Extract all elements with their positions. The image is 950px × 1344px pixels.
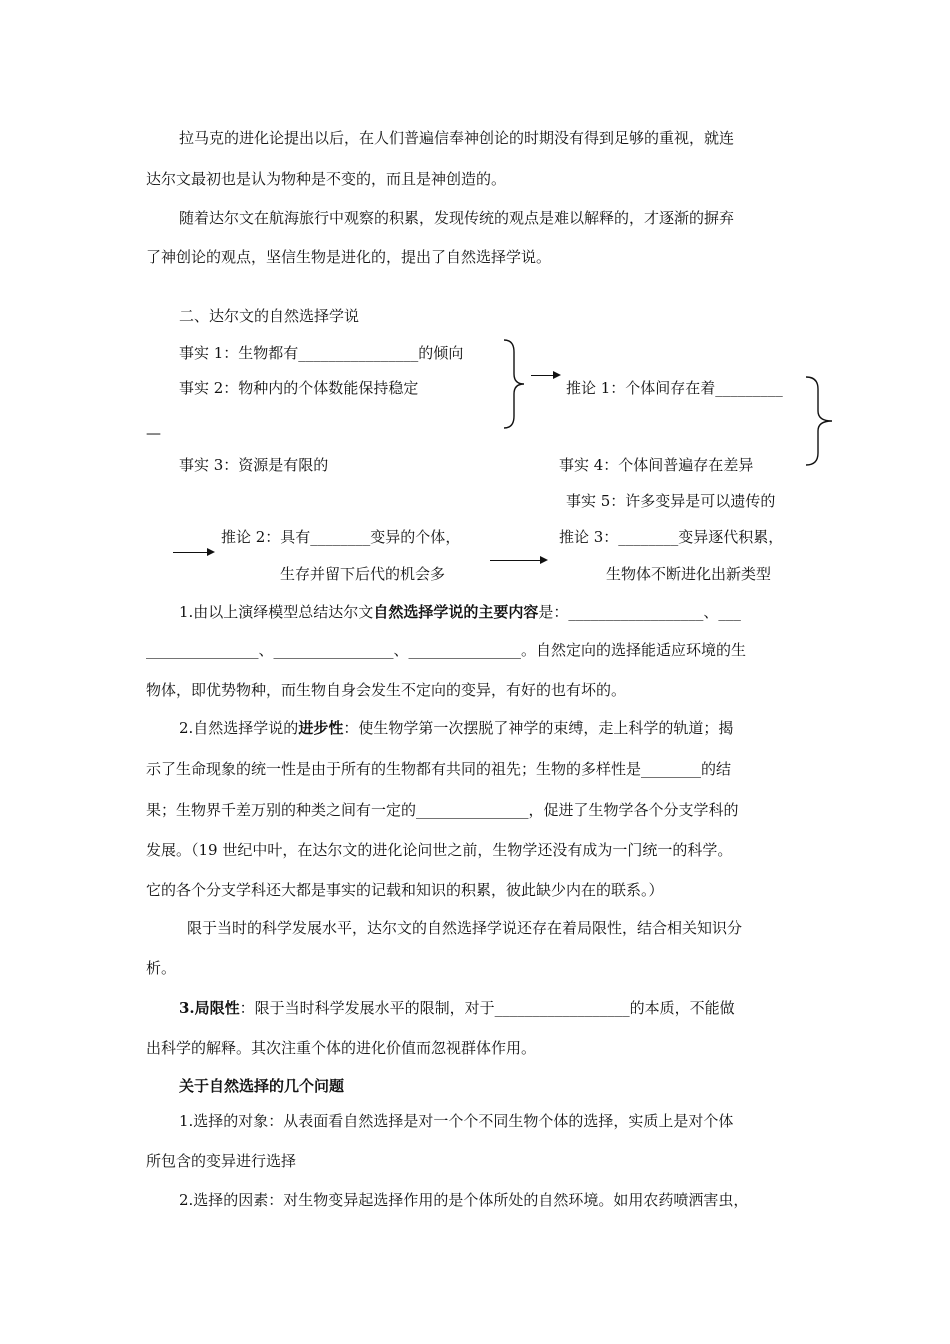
limitation-intro-line-1: 限于当时的科学发展水平，达尔文的自然选择学说还存在着局限性，结合相关知识分: [187, 919, 743, 937]
arrow-right-icon: [490, 560, 546, 561]
section-heading: 二、达尔文的自然选择学说: [179, 307, 360, 325]
question-2-line-4: 发展。（19 世纪中叶，在达尔文的进化论问世之前，生物学还没有成为一门统一的科学。: [146, 841, 733, 859]
question-2-bold-term: 进步性: [298, 719, 344, 737]
intro-paragraph-2-line-1: 随着达尔文在航海旅行中观察的积累，发现传统的观点是难以解释的，才逐渐的摒弃: [179, 209, 735, 227]
question-3-suffix: ：限于当时科学发展水平的限制，对于__________________的本质，不能做: [239, 999, 735, 1017]
fact-2: 事实 2：物种内的个体数能保持稳定: [179, 379, 419, 397]
question-2-line-2: 示了生命现象的统一性是由于所有的生物都有共同的祖先；生物的多样性是________的结: [146, 760, 732, 778]
dash-continuation: —: [146, 424, 161, 442]
inference-2-line-1: 推论 2：具有________变异的个体，: [221, 528, 461, 546]
issues-heading: 关于自然选择的几个问题: [179, 1077, 345, 1095]
question-3-line-2: 出科学的解释。其次注重个体的进化价值而忽视群体作用。: [146, 1039, 537, 1057]
question-2-line-1: [179, 718, 733, 738]
question-1-line-1: [179, 602, 741, 622]
question-2-suffix: ：使生物学第一次摆脱了神学的束缚，走上科学的轨道；揭: [343, 719, 734, 737]
limitation-intro-line-2: 析。: [146, 959, 177, 977]
arrow-right-icon: [531, 375, 559, 376]
intro-paragraph-2-line-2: 了神创论的观点，坚信生物是进化的，提出了自然选择学说。: [146, 248, 552, 266]
question-2-line-3: 果；生物界千差万别的种类之间有一定的_______________，促进了生物学各个分支学科的: [146, 801, 739, 819]
inference-1: 推论 1：个体间存在着_________: [566, 379, 783, 397]
inference-3-line-2: 生物体不断进化出新类型: [606, 565, 772, 583]
inference-3-line-1: 推论 3：________变异逐代积累，: [559, 528, 784, 546]
question-2-line-5: 它的各个分支学科还大都是事实的记载和知识的积累，彼此缺少内在的联系。）: [146, 881, 664, 899]
fact-5: 事实 5：许多变异是可以遗传的: [566, 492, 776, 510]
question-1-bold-term: 自然选择学说的主要内容: [373, 603, 539, 621]
question-1-prefix: 1.由以上演绎模型总结达尔文: [179, 603, 374, 621]
issue-1-line-2: 所包含的变异进行选择: [146, 1152, 297, 1170]
question-3-bold-term: 3.局限性: [179, 999, 240, 1017]
question-2-prefix: 2.自然选择学说的: [179, 719, 299, 737]
question-1-line-2: _______________、________________、_______________。自然定向的选择能适应环境的生: [146, 641, 747, 659]
issue-2-line-1: 2.选择的因素：对生物变异起选择作用的是个体所处的自然环境。如用农药喷洒害虫，: [179, 1191, 749, 1209]
right-brace-icon: [804, 375, 836, 467]
fact-4: 事实 4：个体间普遍存在差异: [559, 456, 754, 474]
fact-1: 事实 1：生物都有________________的倾向: [179, 344, 464, 362]
arrow-right-icon: [173, 552, 213, 553]
intro-paragraph-1-line-1: 拉马克的进化论提出以后，在人们普遍信奉神创论的时期没有得到足够的重视，就连: [179, 129, 735, 147]
intro-paragraph-1-line-2: 达尔文最初也是认为物种是不变的，而且是神创造的。: [146, 170, 507, 188]
inference-2-line-2: 生存并留下后代的机会多: [280, 565, 446, 583]
right-brace-icon: [502, 338, 528, 430]
issue-1-line-1: 1.选择的对象：从表面看自然选择是对一个个不同生物个体的选择，实质上是对个体: [179, 1112, 734, 1130]
question-1-line-3: 物体，即优势物种，而生物自身会发生不定向的变异，有好的也有坏的。: [146, 681, 627, 699]
question-3-line-1: [179, 998, 735, 1018]
question-1-suffix: 是：__________________、___: [538, 603, 741, 621]
fact-3: 事实 3：资源是有限的: [179, 456, 329, 474]
